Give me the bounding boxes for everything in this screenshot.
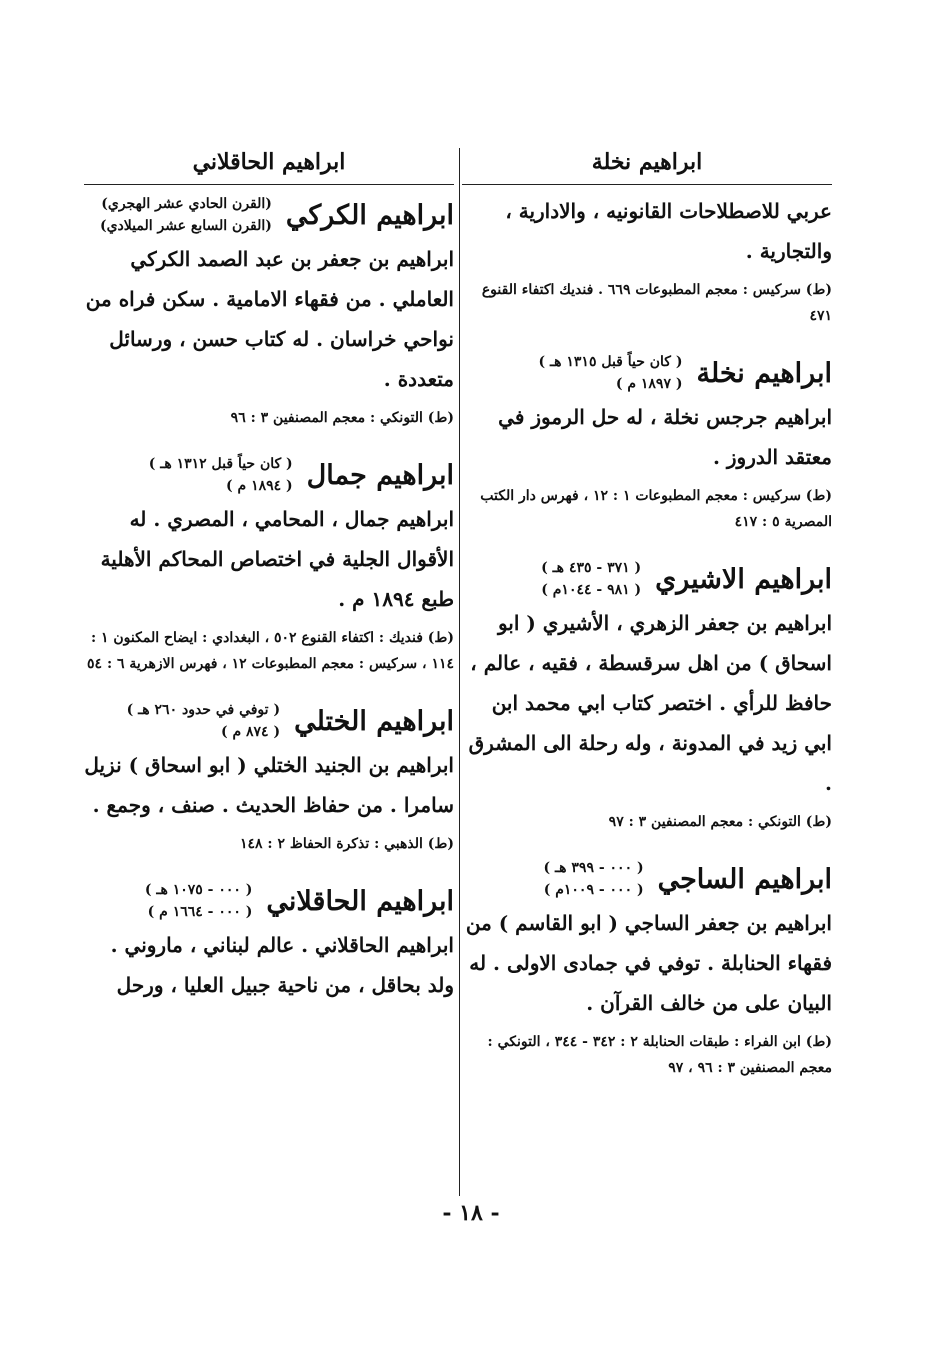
- entry-dates: [127, 699, 280, 743]
- entry-heading: [84, 193, 454, 237]
- entry-dates: [145, 879, 253, 923]
- entry-text: ابراهيم بن جعفر الزهري ، الأشيري ( ابو اسحاق ) من اهل سرقسطة ، فقيه ، عالم ، حافظ للرأي . اختصر كتاب ابي محمد ابن ابي زيد في المدونة ، وله رحلة الى المشرق .: [468, 611, 832, 795]
- entry-dates: [100, 193, 272, 237]
- entry-heading: [84, 879, 454, 923]
- entry-dates: [541, 557, 641, 601]
- date-hijri: ( كان حياً قبل ١٣١٥ هـ ): [538, 354, 683, 370]
- date-hijri: ( كان حياً قبل ١٣١٢ هـ ): [148, 456, 293, 472]
- page-number: - ١٨ -: [442, 1200, 500, 1226]
- entry-dates: [149, 453, 293, 497]
- entry-heading: [462, 557, 832, 601]
- left-running-header: ابراهيم الحاقلاني: [84, 140, 454, 185]
- entry-name: ابراهيم نخلة: [696, 357, 832, 389]
- date-gregorian: ( ٠٠٠ - ١٦٦٤ م ): [147, 904, 253, 920]
- entry-dates: [544, 857, 644, 901]
- entry-ibrahim-al-saji: [462, 857, 832, 1081]
- entry-reference: (ط) فنديك : اكتفاء القنوع ٥٠٢ ، البغدادي : ايضاح المكنون ١ : ١١٤ ، سركيس : معجم المطبوعات ١٢ ، فهرس الازهرية ٦ : ٥٤: [87, 630, 454, 672]
- date-gregorian: ( ٩٨١ - ١٠٤٤م ): [541, 582, 642, 598]
- entry-heading: [462, 351, 832, 395]
- entry-name: ابراهيم الساجي: [657, 863, 832, 895]
- entry-text: ابراهيم جمال ، المحامي ، المصري . له الأقوال الجلية في اختصاص المحاكم الأهلية طبع ١٨٩٤ م .: [100, 507, 454, 611]
- date-gregorian: (القرن السابع عشر الميلادي): [99, 218, 272, 234]
- left-column: [84, 140, 454, 1005]
- entry-reference: (ط) سركيس : معجم المطبوعات ١ : ١٢ ، فهرس دار الكتب المصرية ٥ : ٤١٧: [480, 488, 832, 530]
- continuation-reference: (ط) سركيس : معجم المطبوعات ٦٦٩ . فنديك اكتفاء القنوع ٤٧١: [481, 282, 832, 324]
- date-hijri: ( ٠٠٠ - ٣٩٩ هـ ): [543, 860, 644, 876]
- entry-reference: (ط) ابن الفراء : طبقات الحنابلة ٢ : ٣٤٢ - ٣٤٤ ، التونكي : معجم المصنفين ٣ : ٩٦ ، ٩٧: [487, 1034, 832, 1076]
- entry-ibrahim-al-ashiri: [462, 557, 832, 835]
- entry-ibrahim-al-haqilani: [84, 879, 454, 1005]
- entry-reference: (ط) الذهبي : تذكرة الحفاظ ٢ : ١٤٨: [240, 836, 454, 852]
- entry-heading: [84, 453, 454, 497]
- right-running-header: ابراهيم نخلة: [462, 140, 832, 185]
- entry-dates: [539, 351, 683, 395]
- entry-name: ابراهيم الختلي: [294, 705, 454, 737]
- entry-name: ابراهيم الكركي: [285, 199, 454, 231]
- date-hijri: (القرن الحادي عشر الهجري): [101, 196, 272, 212]
- right-column: [462, 140, 832, 1081]
- date-hijri: ( ٠٠٠ - ١٠٧٥ هـ ): [144, 882, 253, 898]
- entry-ibrahim-jamal: [84, 453, 454, 677]
- entry-name: ابراهيم الاشيري: [655, 563, 832, 595]
- entry-ibrahim-al-karaki: [84, 193, 454, 431]
- entry-reference: (ط) التونكي : معجم المصنفين ٣ : ٩٧: [608, 814, 832, 830]
- date-gregorian: ( ٠٠٠ - ١٠٠٩م ): [543, 882, 644, 898]
- date-hijri: ( توفي في حدود ٢٦٠ هـ ): [126, 702, 281, 718]
- continuation-text: عربي للاصطلاحات القانونيه ، والادارية ، والتجارية .: [505, 199, 832, 263]
- entry-name: ابراهيم جمال: [306, 459, 454, 491]
- entry-text: ابراهيم جرجس نخلة ، له حل الرموز في معتقد الدروز .: [498, 405, 832, 469]
- date-gregorian: ( ٨٧٤ م ): [220, 724, 281, 740]
- date-hijri: ( ٣٧١ - ٤٣٥ هـ ): [541, 560, 642, 576]
- date-gregorian: ( ١٨٩٧ م ): [615, 376, 683, 392]
- entry-heading: [84, 699, 454, 743]
- entry-ibrahim-nakhla: [462, 351, 832, 535]
- entry-reference: (ط) التونكي : معجم المصنفين ٣ : ٩٦: [230, 410, 454, 426]
- date-gregorian: ( ١٨٩٤ م ): [226, 478, 293, 494]
- column-divider: [459, 148, 460, 1196]
- entry-text: ابراهيم بن جعفر بن عبد الصمد الكركي العاملي . من فقهاء الامامية . سكن فراه من نواحي خراسان . له كتاب حسن ، ورسائل متعددة .: [85, 247, 454, 391]
- entry-text: ابراهيم الحاقلاني . عالم لبناني ، ماروني . ولد بحاقل ، من ناحية جبيل العليا ، ورحل: [110, 933, 454, 997]
- entry-ibrahim-al-khuttali: [84, 699, 454, 857]
- entry-text: ابراهيم بن الجنيد الختلي ( ابو اسحاق ) نزيل سامرا . من حفاظ الحديث . صنف ، وجمع .: [84, 753, 454, 817]
- entry-name: ابراهيم الحاقلاني: [266, 885, 454, 917]
- entry-heading: [462, 857, 832, 901]
- entry-text: ابراهيم بن جعفر الساجي ( ابو القاسم ) من فقهاء الحنابلة . توفي في جمادى الاولى . له البيان على من خالف القرآن .: [465, 911, 832, 1015]
